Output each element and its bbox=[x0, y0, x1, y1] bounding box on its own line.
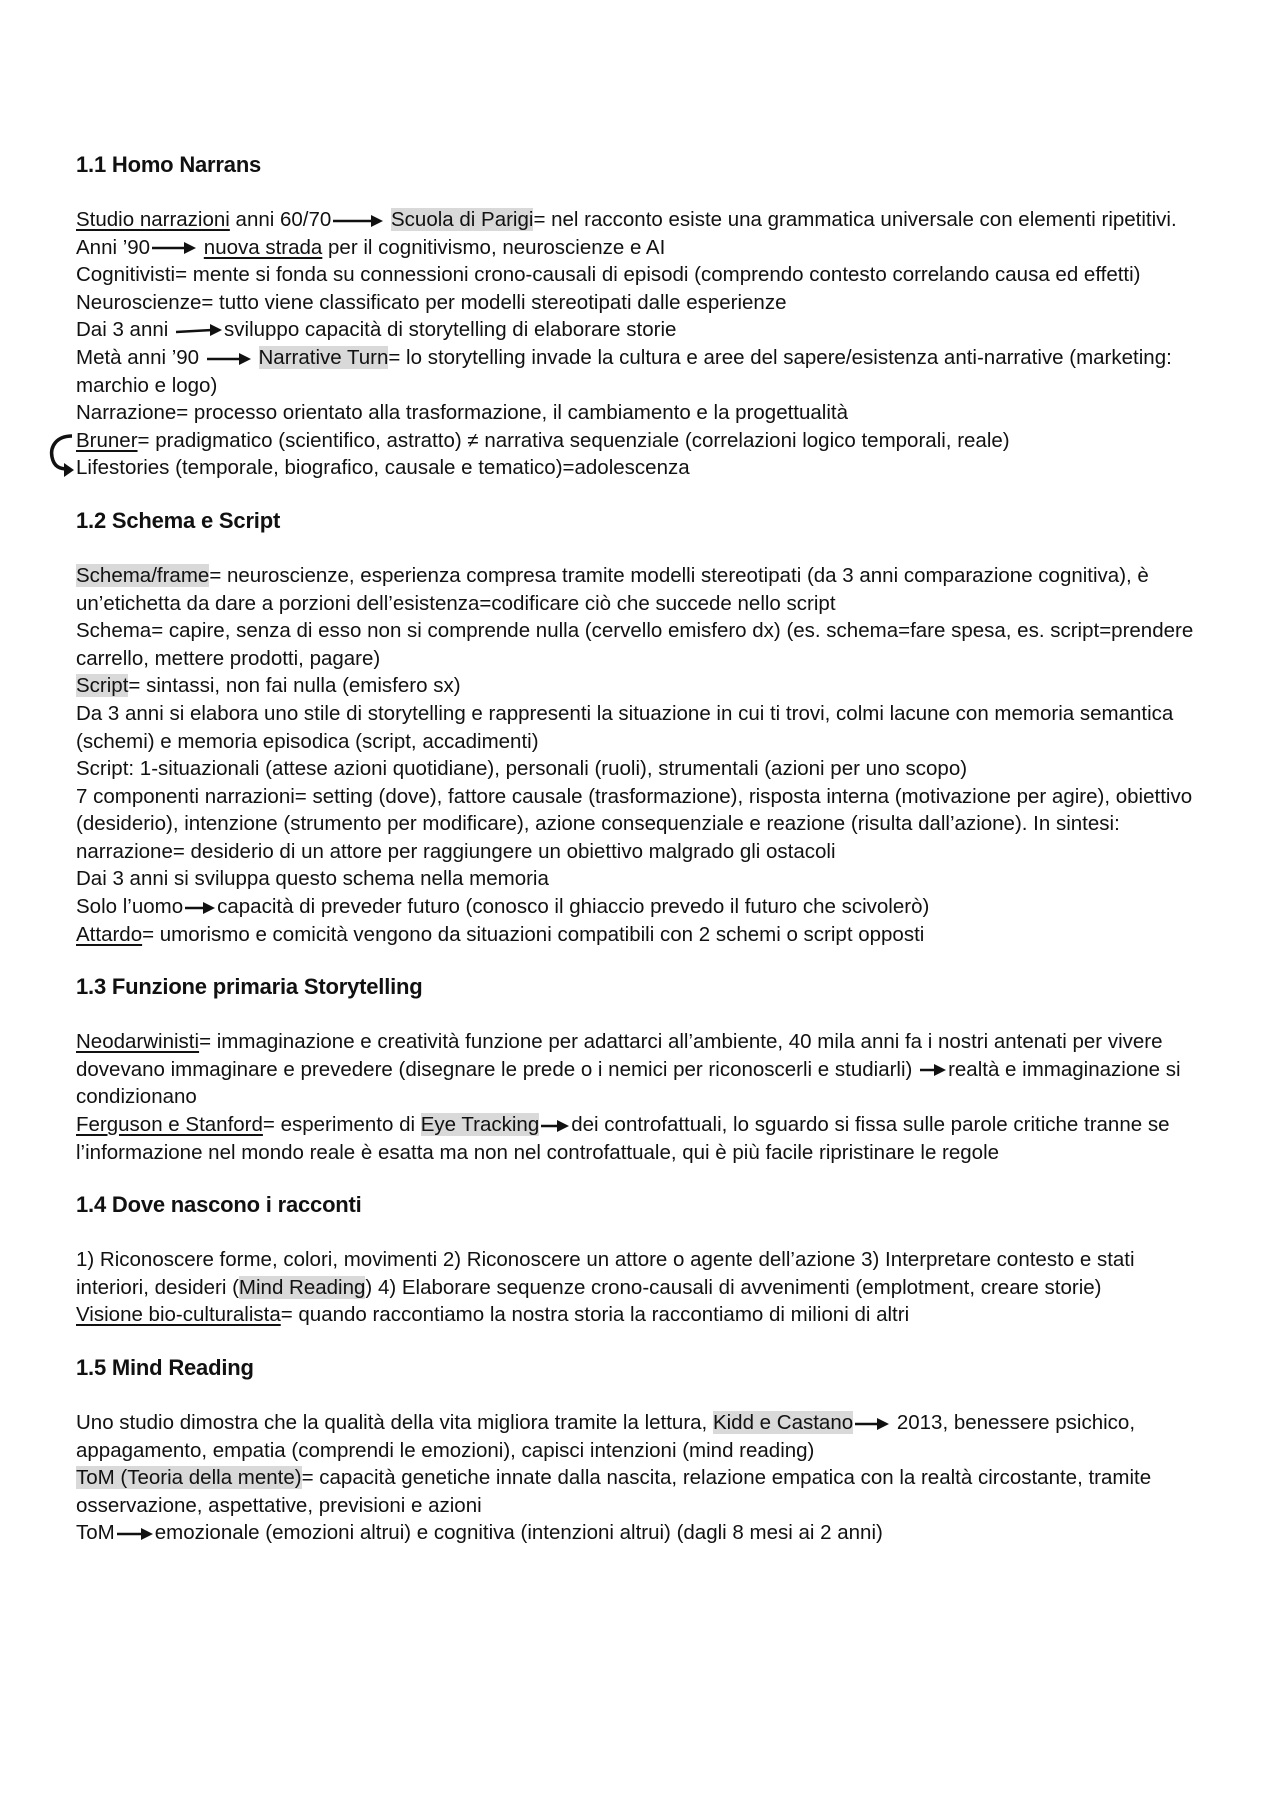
paragraph bbox=[76, 427, 1206, 455]
text: = lo storytelling invade la cultura e aree del sapere/esistenza anti-narrative (marketing: marchio e logo) bbox=[76, 345, 1172, 397]
paragraph bbox=[76, 316, 1206, 344]
arrow-right-icon bbox=[920, 1063, 946, 1077]
text: dei controfattuali, lo sguardo si fissa sulle parole critiche tranne se l’informazione nel mondo reale è esatta ma non nel controfattuale, qui è più facile ripristinare le regole bbox=[76, 1113, 1170, 1164]
text: capacità di preveder futuro (conosco il ghiaccio prevedo il futuro che scivolerò) bbox=[217, 895, 930, 919]
section-title: 1.5 Mind Reading bbox=[76, 1355, 254, 1380]
highlighted-term: Eye Tracking bbox=[420, 1113, 540, 1137]
underlined-term: Ferguson e Stanford bbox=[76, 1113, 263, 1137]
text: emozionale (emozioni altrui) e cognitiva (intenzioni altrui) (dagli 8 mesi ai 2 anni) bbox=[154, 1521, 883, 1545]
paragraph bbox=[76, 206, 1206, 234]
paragraph bbox=[76, 1409, 1206, 1464]
highlighted-term: Kidd e Castano bbox=[712, 1411, 854, 1434]
text: = neuroscienze, esperienza compresa tramite modelli stereotipati (da 3 anni comparazione cognitiva), è un’etichetta da dare a porzioni dell’esistenza=codificare ciò che succede nello script bbox=[76, 563, 1149, 615]
text: = pradigmatico (scientifico, astratto) ≠ narrativa sequenziale (correlazioni logico temporali, reale) bbox=[137, 428, 1010, 452]
text: realtà e immaginazione si condizionano bbox=[76, 1057, 1181, 1109]
section-mind-reading bbox=[76, 1353, 1206, 1547]
section-title: 1.2 Schema e Script bbox=[76, 507, 281, 533]
arrow-right-icon bbox=[855, 1417, 889, 1431]
text: = esperimento di bbox=[262, 1113, 421, 1137]
paragraph: Neuroscienze= tutto viene classificato per modelli stereotipati dalle esperienze bbox=[76, 290, 787, 314]
arrow-right-icon bbox=[541, 1119, 569, 1133]
underlined-term: Attardo bbox=[76, 922, 143, 946]
paragraph: 7 componenti narrazioni= setting (dove), fattore causale (trasformazione), risposta interna (motivazione per agire), obiettivo (desiderio), intenzione (strumento per modificare), azione consequenziale e reazione (risulta dall’azione). In sintesi: narrazione= desiderio di un attore per raggiungere un obiettivo malgrado gli ostacoli bbox=[76, 784, 1193, 863]
text: ToM bbox=[76, 1521, 115, 1545]
arrow-right-icon bbox=[207, 352, 251, 366]
arrow-right-icon bbox=[185, 901, 215, 915]
paragraph: Cognitivisti= mente si fonda su connessioni crono-causali di episodi (comprendo contesto correlando causa ed effetti) bbox=[76, 263, 1141, 287]
paragraph bbox=[76, 1028, 1206, 1111]
document-content bbox=[76, 150, 1206, 1571]
section-title: 1.4 Dove nascono i racconti bbox=[76, 1192, 362, 1218]
paragraph: Dai 3 anni si sviluppa questo schema nella memoria bbox=[76, 867, 549, 891]
paragraph: Schema= capire, senza di esso non si comprende nulla (cervello emisfero dx) (es. schema=fare spesa, es. script=prendere carrello, mettere prodotti, pagare) bbox=[76, 619, 1194, 670]
section-title: 1.1 Homo Narrans bbox=[76, 152, 262, 177]
section-title: 1.3 Funzione primaria Storytelling bbox=[76, 974, 423, 1000]
underlined-term: Bruner bbox=[76, 428, 138, 452]
section-dove-nascono bbox=[76, 1190, 1206, 1329]
paragraph bbox=[76, 1301, 1206, 1329]
highlighted-term: Narrative Turn bbox=[258, 345, 389, 369]
curved-arrow-icon bbox=[46, 433, 74, 487]
paragraph: Lifestories (temporale, biografico, causale e tematico)=adolescenza bbox=[76, 456, 690, 480]
paragraph: Script: 1-situazionali (attese azioni quotidiane), personali (ruoli), strumentali (azioni per uno scopo) bbox=[76, 757, 968, 781]
text: Solo l’uomo bbox=[76, 895, 184, 919]
paragraph bbox=[76, 1246, 1206, 1301]
paragraph bbox=[76, 1464, 1206, 1519]
text: = immaginazione e creatività funzione per adattarci all’ambiente, 40 mila anni fa i nostri antenati per vivere dovevano immaginare e prevedere (disegnare le prede o i nemici per riconoscerli e studiarli) bbox=[76, 1030, 1163, 1081]
paragraph bbox=[76, 562, 1206, 617]
paragraph bbox=[76, 1111, 1206, 1166]
underlined-term: nuova strada bbox=[203, 235, 323, 259]
text: = umorismo e comicità vengono da situazioni compatibili con 2 schemi o script opposti bbox=[142, 922, 925, 946]
text: Uno studio dimostra che la qualità della vita migliora tramite la lettura, bbox=[76, 1411, 713, 1434]
highlighted-term: Schema/frame bbox=[76, 563, 210, 587]
text: Anni ’90 bbox=[76, 235, 151, 259]
highlighted-term: ToM (Teoria della mente) bbox=[76, 1466, 302, 1490]
arrow-right-icon bbox=[333, 214, 383, 228]
text: = quando raccontiamo la nostra storia la raccontiamo di milioni di altri bbox=[280, 1303, 910, 1327]
paragraph bbox=[76, 1519, 1206, 1547]
text: Dai 3 anni bbox=[76, 318, 169, 342]
text: anni 60/70 bbox=[229, 208, 332, 231]
arrow-right-icon bbox=[117, 1527, 153, 1541]
text: = sintassi, non fai nulla (emisfero sx) bbox=[128, 674, 461, 698]
highlighted-term: Script bbox=[76, 674, 129, 698]
text: 1) Riconoscere forme, colori, movimenti 2) Riconoscere un attore o agente dell’azione 3) Interpretare contesto e stati interiori, desideri ( bbox=[76, 1248, 1135, 1299]
text: sviluppo capacità di storytelling di elaborare storie bbox=[224, 318, 677, 342]
underlined-term: Visione bio-culturalista bbox=[76, 1303, 281, 1327]
paragraph: Narrazione= processo orientato alla trasformazione, il cambiamento e la progettualità bbox=[76, 401, 849, 425]
section-homo-narrans bbox=[76, 150, 1206, 482]
paragraph bbox=[76, 234, 1206, 262]
paragraph: Da 3 anni si elabora uno stile di storytelling e rappresenti la situazione in cui ti trovi, colmi lacune con memoria semantica (schemi) e memoria episodica (script, accadimenti) bbox=[76, 701, 1174, 753]
highlighted-term: Mind Reading bbox=[238, 1275, 366, 1299]
text: = capacità genetiche innate dalla nascita, relazione empatica con la realtà circostante, tramite osservazione, aspettative, previsioni e azioni bbox=[76, 1466, 1152, 1517]
arrow-right-icon bbox=[176, 324, 222, 338]
highlighted-term: Scuola di Parigi bbox=[391, 208, 534, 231]
paragraph bbox=[76, 893, 1206, 921]
text: Metà anni ’90 bbox=[76, 345, 200, 369]
text: ) 4) Elaborare sequenze crono-causali di avvenimenti (emplotment, creare storie) bbox=[365, 1275, 1102, 1299]
underlined-term: Studio narrazioni bbox=[76, 208, 230, 231]
text: per il cognitivismo, neuroscienze e AI bbox=[322, 235, 666, 259]
arrow-right-icon bbox=[152, 241, 196, 255]
underlined-term: Neodarwinisti bbox=[76, 1030, 200, 1054]
paragraph bbox=[76, 344, 1206, 399]
paragraph bbox=[76, 672, 1206, 700]
paragraph bbox=[76, 921, 1206, 949]
section-funzione-primaria bbox=[76, 972, 1206, 1166]
bruner-block bbox=[76, 427, 1206, 482]
text: = nel racconto esiste una grammatica universale con elementi ripetitivi. bbox=[533, 208, 1177, 231]
section-schema-script bbox=[76, 506, 1206, 948]
text: 2013, benessere psichico, appagamento, empatia (comprendi le emozioni), capisci intenzioni (mind reading) bbox=[76, 1411, 1136, 1462]
